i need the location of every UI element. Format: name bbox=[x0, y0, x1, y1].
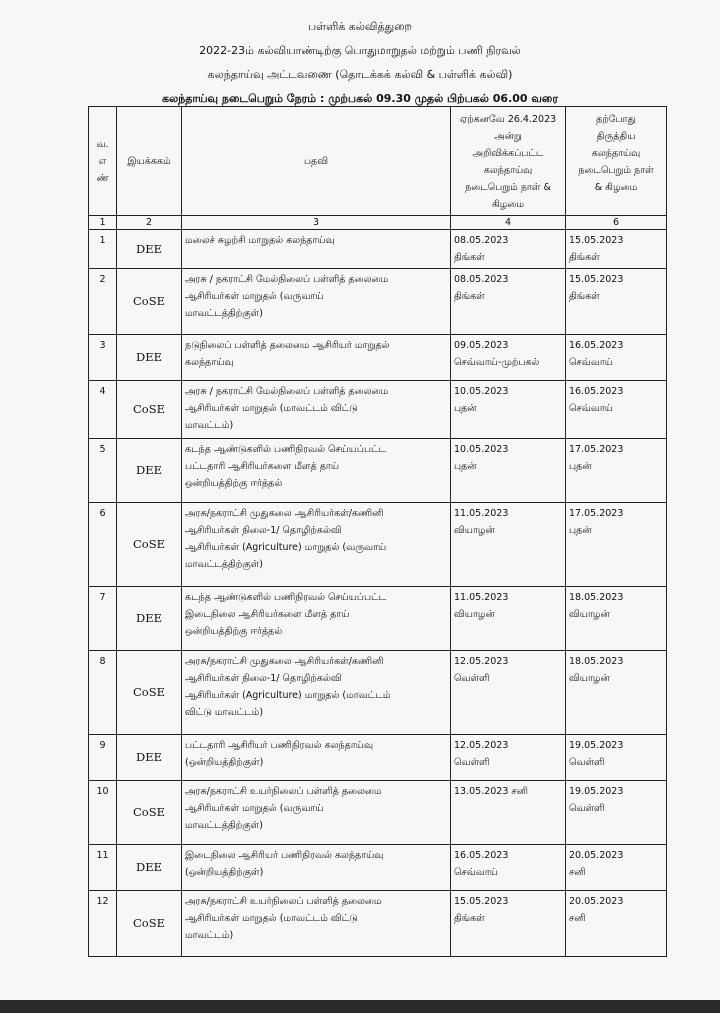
row-post bbox=[182, 587, 451, 651]
post-line: மாவட்டம்) bbox=[185, 930, 234, 941]
row-previous-date bbox=[451, 781, 566, 845]
row-previous-date bbox=[451, 381, 566, 439]
table-header-row bbox=[89, 107, 667, 216]
post-line: ஆசிரியர்கள் மாறுதல் (வருவாய் bbox=[185, 803, 324, 814]
post-line: பட்டதாரி ஆசிரியர் பணிநிரவல் கலந்தாய்வு bbox=[185, 740, 374, 751]
row-serial-number: 8 bbox=[89, 651, 117, 735]
date-value: 10.05.2023 bbox=[454, 386, 509, 397]
table-row bbox=[89, 651, 667, 735]
table-row bbox=[89, 439, 667, 503]
day-value: திங்கள் bbox=[454, 291, 485, 302]
post-line: (ஒன்றியத்திற்குள்) bbox=[185, 867, 264, 878]
row-post bbox=[182, 269, 451, 335]
date-value: 08.05.2023 bbox=[454, 235, 509, 246]
col-number: 4 bbox=[451, 216, 566, 230]
date-value: 09.05.2023 bbox=[454, 340, 509, 351]
col-header-directorate: இயக்ககம் bbox=[117, 107, 182, 216]
day-value: திங்கள் bbox=[454, 913, 485, 924]
row-directorate: DEE bbox=[117, 335, 182, 381]
date-value: 11.05.2023 bbox=[454, 508, 509, 519]
row-post bbox=[182, 651, 451, 735]
col-header-sn: வ. எ ண் bbox=[89, 107, 117, 216]
post-line: அரசு/நகராட்சி உயர்நிலைப் பள்ளித் தலைமை bbox=[185, 786, 382, 797]
day-value: செவ்வாய்-முற்பகல் bbox=[454, 357, 540, 368]
row-revised-date bbox=[566, 781, 667, 845]
row-revised-date bbox=[566, 587, 667, 651]
date-value: 17.05.2023 bbox=[569, 508, 624, 519]
day-value: திங்கள் bbox=[454, 252, 485, 263]
row-directorate: DEE bbox=[117, 439, 182, 503]
row-directorate: CoSE bbox=[117, 891, 182, 957]
row-revised-date bbox=[566, 269, 667, 335]
row-post bbox=[182, 845, 451, 891]
post-line: ஆசிரியர்கள் (Agriculture) மாறுதல் (வருவாய் bbox=[185, 542, 387, 553]
col-header-post: பதவி bbox=[182, 107, 451, 216]
row-revised-date bbox=[566, 230, 667, 269]
post-line: பட்டதாரி ஆசிரியர்களை மீளத் தாய் bbox=[185, 461, 340, 472]
date-value: 15.05.2023 bbox=[569, 235, 624, 246]
row-directorate: DEE bbox=[117, 230, 182, 269]
day-value: புதன் bbox=[569, 461, 592, 472]
date-value: 15.05.2023 bbox=[454, 896, 509, 907]
row-serial-number: 11 bbox=[89, 845, 117, 891]
day-value: சனி bbox=[569, 867, 586, 878]
row-previous-date bbox=[451, 735, 566, 781]
row-previous-date bbox=[451, 587, 566, 651]
document-title: 2022-23ம் கல்வியாண்டிற்கு பொதுமாறுதல் மற்றும் பணி நிரவல் bbox=[199, 44, 521, 57]
post-line: விட்டு மாவட்டம்) bbox=[185, 707, 264, 718]
table-row bbox=[89, 335, 667, 381]
day-value: செவ்வாய் bbox=[454, 867, 498, 878]
post-line: மாவட்டத்திற்குள்) bbox=[185, 308, 263, 319]
row-serial-number: 7 bbox=[89, 587, 117, 651]
col-number: 2 bbox=[117, 216, 182, 230]
date-value: 19.05.2023 bbox=[569, 786, 624, 797]
post-line: மாவட்டத்திற்குள்) bbox=[185, 820, 263, 831]
row-directorate: DEE bbox=[117, 735, 182, 781]
row-previous-date bbox=[451, 439, 566, 503]
post-line: இடைநிலை ஆசிரியர்களை மீளத் தாய் bbox=[185, 609, 350, 620]
row-revised-date bbox=[566, 335, 667, 381]
post-line: அரசு / நகராட்சி மேல்நிலைப் பள்ளித் தலைமை bbox=[185, 274, 389, 285]
row-revised-date bbox=[566, 735, 667, 781]
row-post bbox=[182, 439, 451, 503]
post-line: அரசு/நகராட்சி முதுகலை ஆசிரியர்கள்/கணினி bbox=[185, 508, 384, 519]
table-row bbox=[89, 503, 667, 587]
table-row bbox=[89, 891, 667, 957]
post-line: ஆசிரியர்கள் மாறுதல் (மாவட்டம் விட்டு bbox=[185, 403, 358, 414]
scan-bottom-edge bbox=[0, 1000, 720, 1013]
date-value: 17.05.2023 bbox=[569, 444, 624, 455]
day-value: செவ்வாய் bbox=[569, 403, 613, 414]
date-value: 18.05.2023 bbox=[569, 656, 624, 667]
row-serial-number: 5 bbox=[89, 439, 117, 503]
post-line: நடுநிலைப் பள்ளித் தலைமை ஆசிரியர் மாறுதல் bbox=[185, 340, 390, 351]
counselling-schedule-table bbox=[88, 106, 667, 957]
date-value: 12.05.2023 bbox=[454, 656, 509, 667]
row-directorate: DEE bbox=[117, 587, 182, 651]
day-value: புதன் bbox=[454, 461, 477, 472]
table-row bbox=[89, 845, 667, 891]
row-directorate: DEE bbox=[117, 845, 182, 891]
row-serial-number: 10 bbox=[89, 781, 117, 845]
post-line: ஆசிரியர்கள் மாறுதல் (வருவாய் bbox=[185, 291, 324, 302]
post-line: மலைச் சுழற்சி மாறுதல் கலந்தாய்வு bbox=[185, 235, 335, 246]
date-value: 08.05.2023 bbox=[454, 274, 509, 285]
date-value: 20.05.2023 bbox=[569, 896, 624, 907]
table-row bbox=[89, 381, 667, 439]
post-line: ஒன்றியத்திற்கு ஈர்த்தல் bbox=[185, 626, 283, 637]
row-previous-date bbox=[451, 651, 566, 735]
column-number-row bbox=[89, 216, 667, 230]
post-line: அரசு / நகராட்சி மேல்நிலைப் பள்ளித் தலைமை bbox=[185, 386, 389, 397]
row-revised-date bbox=[566, 381, 667, 439]
col-number: 6 bbox=[566, 216, 667, 230]
post-line: அரசு/நகராட்சி உயர்நிலைப் பள்ளித் தலைமை bbox=[185, 896, 382, 907]
day-value: சனி bbox=[569, 913, 586, 924]
post-line: (ஒன்றியத்திற்குள்) bbox=[185, 757, 264, 768]
row-post bbox=[182, 381, 451, 439]
day-value: வெள்ளி bbox=[454, 757, 490, 768]
row-revised-date bbox=[566, 891, 667, 957]
post-line: ஆசிரியர்கள் நிலை-1/ தொழிற்கல்வி bbox=[185, 525, 342, 536]
day-value: புதன் bbox=[569, 525, 592, 536]
post-line: கடந்த ஆண்டுகளில் பணிநிரவல் செய்யப்பட்ட bbox=[185, 444, 387, 455]
row-post bbox=[182, 781, 451, 845]
row-serial-number: 6 bbox=[89, 503, 117, 587]
post-line: ஆசிரியர்கள் நிலை-1/ தொழிற்கல்வி bbox=[185, 673, 342, 684]
day-value: வெள்ளி bbox=[569, 757, 605, 768]
day-value: வியாழன் bbox=[454, 525, 495, 536]
table-row bbox=[89, 587, 667, 651]
row-directorate: CoSE bbox=[117, 269, 182, 335]
table-row bbox=[89, 230, 667, 269]
day-value: வியாழன் bbox=[569, 673, 610, 684]
post-line: ஆசிரியர்கள் (Agriculture) மாறுதல் (மாவட்டம் bbox=[185, 690, 391, 701]
row-serial-number: 2 bbox=[89, 269, 117, 335]
date-value: 16.05.2023 bbox=[569, 386, 624, 397]
date-value: 19.05.2023 bbox=[569, 740, 624, 751]
date-value: 12.05.2023 bbox=[454, 740, 509, 751]
row-serial-number: 9 bbox=[89, 735, 117, 781]
row-directorate: CoSE bbox=[117, 503, 182, 587]
row-revised-date bbox=[566, 845, 667, 891]
day-value: திங்கள் bbox=[569, 252, 600, 263]
date-value: 16.05.2023 bbox=[569, 340, 624, 351]
col-number: 3 bbox=[182, 216, 451, 230]
row-directorate: CoSE bbox=[117, 781, 182, 845]
table-row bbox=[89, 781, 667, 845]
row-directorate: CoSE bbox=[117, 381, 182, 439]
row-post bbox=[182, 335, 451, 381]
post-line: மாவட்டத்திற்குள்) bbox=[185, 559, 263, 570]
row-previous-date bbox=[451, 891, 566, 957]
row-post bbox=[182, 891, 451, 957]
col-header-previous-date: ஏற்கனவே 26.4.2023 அன்று அறிவிக்கப்பட்ட கலந்தாய்வு நடைபெறும் நாள் & கிழமை bbox=[451, 107, 566, 216]
row-serial-number: 4 bbox=[89, 381, 117, 439]
row-previous-date bbox=[451, 269, 566, 335]
day-value: வெள்ளி bbox=[569, 803, 605, 814]
col-number: 1 bbox=[89, 216, 117, 230]
row-serial-number: 1 bbox=[89, 230, 117, 269]
row-previous-date bbox=[451, 230, 566, 269]
row-post bbox=[182, 503, 451, 587]
document-subtitle: கலந்தாய்வு அட்டவணை (தொடக்கக் கல்வி & பள்ளிக் கல்வி) bbox=[207, 68, 513, 81]
table-row bbox=[89, 269, 667, 335]
date-value: 18.05.2023 bbox=[569, 592, 624, 603]
date-value: 15.05.2023 bbox=[569, 274, 624, 285]
day-value: புதன் bbox=[454, 403, 477, 414]
post-line: மாவட்டம்) bbox=[185, 420, 234, 431]
row-revised-date bbox=[566, 651, 667, 735]
row-post bbox=[182, 230, 451, 269]
row-directorate: CoSE bbox=[117, 651, 182, 735]
date-value: 20.05.2023 bbox=[569, 850, 624, 861]
row-post bbox=[182, 735, 451, 781]
department-title: பள்ளிக் கல்வித்துறை bbox=[307, 20, 413, 33]
day-value: வியாழன் bbox=[454, 609, 495, 620]
date-value: 13.05.2023 சனி bbox=[454, 786, 529, 797]
row-previous-date bbox=[451, 335, 566, 381]
day-value: திங்கள் bbox=[569, 291, 600, 302]
date-value: 16.05.2023 bbox=[454, 850, 509, 861]
date-value: 11.05.2023 bbox=[454, 592, 509, 603]
table-row bbox=[89, 735, 667, 781]
day-value: செவ்வாய் bbox=[569, 357, 613, 368]
counselling-time-note: கலந்தாய்வு நடைபெறும் நேரம் : முற்பகல் 09.30 முதல் பிற்பகல் 06.00 வரை bbox=[161, 92, 559, 105]
row-serial-number: 12 bbox=[89, 891, 117, 957]
date-value: 10.05.2023 bbox=[454, 444, 509, 455]
day-value: வியாழன் bbox=[569, 609, 610, 620]
post-line: அரசு/நகராட்சி முதுகலை ஆசிரியர்கள்/கணினி bbox=[185, 656, 384, 667]
row-previous-date bbox=[451, 845, 566, 891]
row-revised-date bbox=[566, 503, 667, 587]
row-serial-number: 3 bbox=[89, 335, 117, 381]
post-line: இடைநிலை ஆசிரியர் பணிநிரவல் கலந்தாய்வு bbox=[185, 850, 384, 861]
post-line: கலந்தாய்வு bbox=[185, 357, 234, 368]
row-previous-date bbox=[451, 503, 566, 587]
post-line: ஒன்றியத்திற்கு ஈர்த்தல் bbox=[185, 478, 283, 489]
post-line: ஆசிரியர்கள் மாறுதல் (மாவட்டம் விட்டு bbox=[185, 913, 358, 924]
row-revised-date bbox=[566, 439, 667, 503]
post-line: கடந்த ஆண்டுகளில் பணிநிரவல் செய்யப்பட்ட bbox=[185, 592, 387, 603]
col-header-revised-date: தற்போது திருத்திய கலந்தாய்வு நடைபெறும் நாள் & கிழமை bbox=[566, 107, 667, 216]
day-value: வெள்ளி bbox=[454, 673, 490, 684]
